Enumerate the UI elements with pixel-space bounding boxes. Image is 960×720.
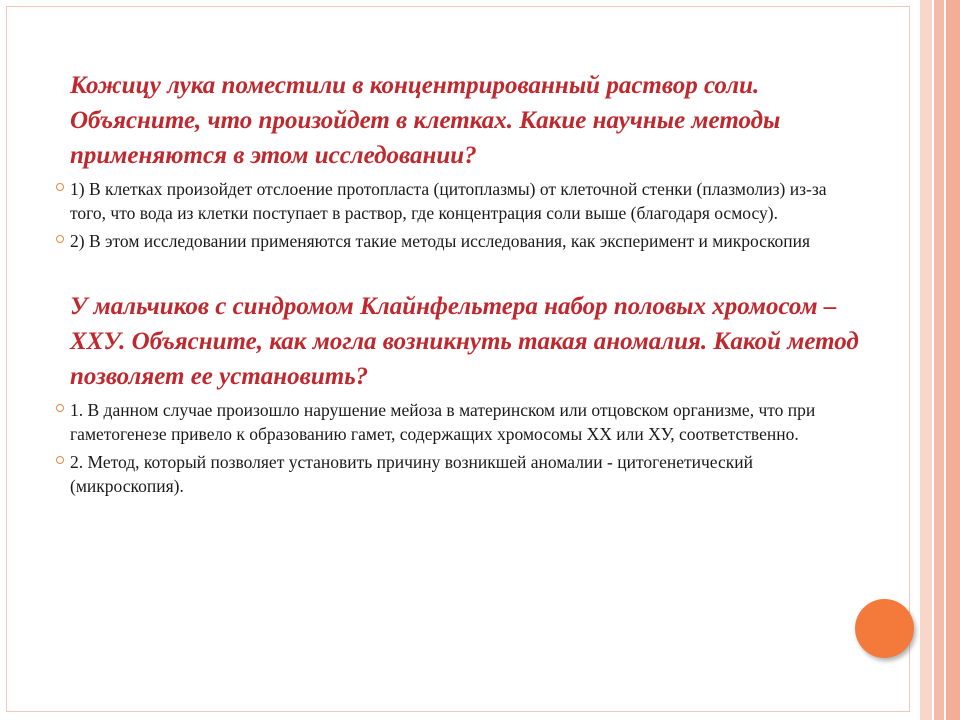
stripe <box>934 0 944 720</box>
ring-bullet-icon <box>56 235 64 243</box>
answer-item <box>70 398 860 446</box>
answer-text: 1) В клетках произойдет отслоение протопласта (цитоплазмы) от клеточной стенки (плазмолиз) из-за того, что вода из клетки поступает в раствор, где концентрация соли выше (благодаря осмосу). <box>70 179 827 223</box>
accent-circle <box>855 599 914 658</box>
stripe <box>920 0 932 720</box>
answer-item <box>70 177 860 225</box>
answer-text: 2. Метод, который позволяет установить причину возникшей аномалии - цитогенетический (микроскопия). <box>70 452 754 496</box>
answer-text: 1. В данном случае произошло нарушение мейоза в материнском или отцовском организме, что при гаметогенезе привело к образованию гамет, содержащих хромосомы ХХ или ХУ, соответственно. <box>70 400 816 444</box>
answer-item <box>70 450 860 498</box>
question-1: Кожицу лука поместили в концентрированный раствор соли. Объясните, что произойдет в клетках. Какие научные методы применяются в этом исследовании? <box>70 72 781 169</box>
answer-item <box>70 229 860 253</box>
answer-text: 2) В этом исследовании применяются такие методы исследования, как эксперимент и микроскопия <box>70 231 811 251</box>
decorative-stripes <box>920 0 960 720</box>
ring-bullet-icon <box>56 456 64 464</box>
ring-bullet-icon <box>56 404 64 412</box>
ring-bullet-icon <box>56 183 64 191</box>
slide-content <box>70 68 860 498</box>
stripe <box>946 0 960 720</box>
question-2: У мальчиков с синдромом Клайнфельтера набор половых хромосом – ХХУ. Объясните, как могла возникнуть такая аномалия. Какой метод позволяет ее установить? <box>70 293 859 390</box>
